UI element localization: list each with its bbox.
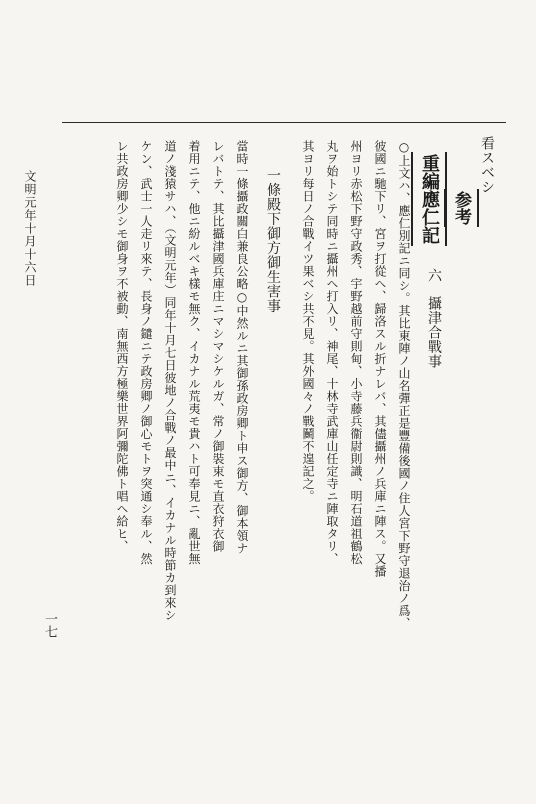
text-line: 其ヨリ每日ノ合戰イツ果ベシ共不見。其外國々ノ戰鬭不遑記之。 bbox=[301, 140, 315, 503]
text-line: ケン、武士一人走リ來テ、長身ノ鑓ニテ政房卿ノ御心モトヲ突通シ奉ル、然 bbox=[139, 140, 153, 565]
text-line: ○上文ハ、應仁別記ニ同シ。其比東陣ノ山名彈正是豐備後國ノ住人宮下野守退治ノ爲、 bbox=[397, 140, 411, 630]
text-line: レ共政房卿少シモ御身ヲ不被動、南無西方極樂世界阿彌陀佛ト唱ヘ給ヒ、 bbox=[115, 140, 129, 553]
jupen-heading: 重編應仁記 bbox=[411, 152, 447, 246]
page-number: 一七 bbox=[42, 612, 57, 638]
text-line: 丸ヲ始トシテ同時ニ攝州ヘ打入リ、神尾、十林寺武庫山任定寺ニ陣取タリ、 bbox=[325, 140, 339, 565]
date-label: 文明元年十月十六日 bbox=[23, 170, 37, 287]
head-text: 看スベシ bbox=[479, 136, 495, 194]
text-line: 州ヨリ赤松下野守政秀、宇野越前守則甸、小寺藤兵衞尉則識、明石道祖鶴松 bbox=[349, 140, 363, 565]
text-line: 道ノ淺猿サハ、（文明元年）同年十月七日彼地ノ合戰ノ最中ニ、イカナル時節カ到來シ bbox=[163, 140, 177, 622]
text-line: 着用ニテ、他ニ紛ルベキ樣モ無ク、イカナル荒夷モ貴ハト可奉見ニ、亂世無 bbox=[187, 140, 201, 565]
sanko-heading: 参考 bbox=[444, 189, 479, 227]
header-rule bbox=[62, 122, 506, 123]
text-line: 彼國ニ馳下リ、宮ヲ打從ヘ、歸洛スル折ナレバ、其儘攝州ノ兵庫ニ陣ス。又播 bbox=[373, 140, 387, 578]
section-title: 攝津合戰事 bbox=[426, 296, 442, 369]
text-line: レバトテ、其比攝津國兵庫庄ニマシマシケルガ、常ノ御裝束モ直衣狩衣御 bbox=[211, 140, 225, 553]
subheading: 一條殿下御方御生害事 bbox=[265, 168, 281, 313]
text-line: 當時一條攝政關白兼良公略○中然ルニ其御孫政房卿ト申ス御方、御本領ナ bbox=[235, 140, 249, 555]
section-number: 六 bbox=[426, 268, 442, 283]
